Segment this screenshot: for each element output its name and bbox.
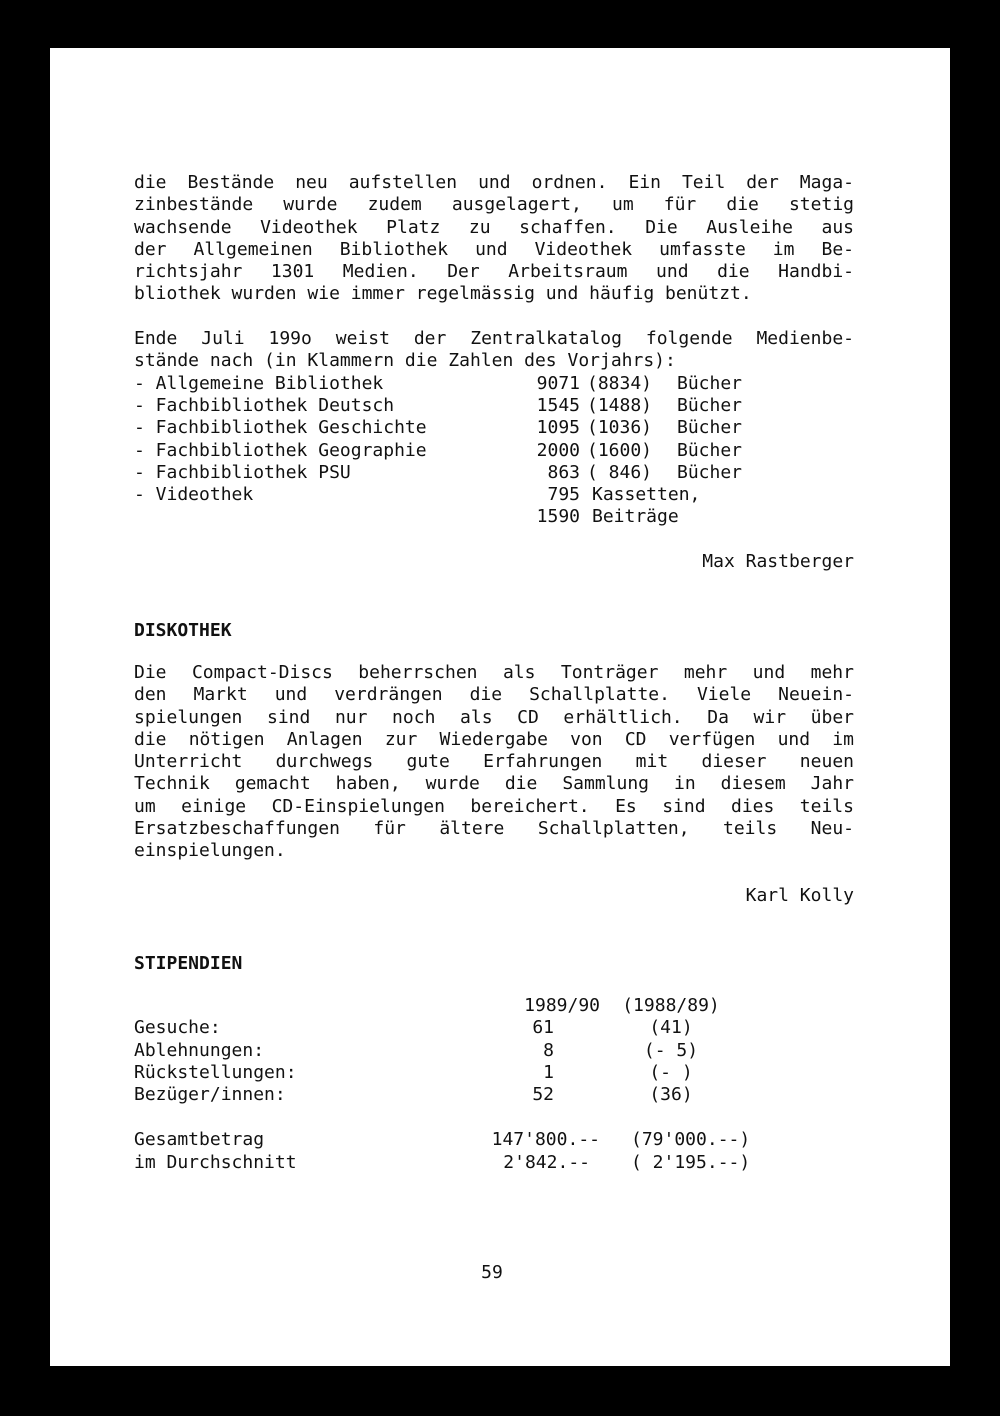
row-label: Rückstellungen: [134,1062,297,1083]
item-unit: Bücher [677,373,743,394]
item-count: 9071 [536,373,580,394]
row-label: Bezüger/innen: [134,1084,286,1105]
item-count: 1095 [536,417,580,438]
item-name: - Videothek [134,484,254,505]
text-line: stände nach (in Klammern die Zahlen des Vorjahrs): [134,350,676,372]
item-count: 795 [547,484,580,505]
item-prev: (1600) [587,440,653,461]
text-line: die Bestände neu aufstellen und ordnen. Ein Teil der Maga- [134,172,854,193]
row-current: 147'800.-- [491,1129,600,1150]
author-signature: Karl Kolly [745,885,854,906]
column-header-prev: (1988/89) [622,995,720,1016]
column-header-current: 1989/90 [524,995,600,1016]
item-unit: Bücher [677,440,743,461]
text-line: der Allgemeinen Bibliothek und Videothek umfasste im Be- [134,238,854,260]
text-line: Technik gemacht haben, wurde die Sammlung in diesem Jahr [134,773,854,795]
text-line: Unterricht durchwegs gute Erfahrungen mit dieser neuen [134,751,854,773]
text-line: einspielungen. [134,840,286,862]
item-name: - Fachbibliothek PSU [134,462,351,483]
item-count: 1545 [536,395,580,416]
text-line: die nötigen Anlagen zur Wiedergabe von CD verfügen und im [134,728,854,750]
text-line: wachsende Videothek Platz zu schaffen. Die Ausleihe aus [134,216,854,238]
item-count: 863 [547,462,580,483]
item-unit: Bücher [677,417,743,438]
item-unit: Bücher [677,462,743,483]
bibliothek-paragraph [134,172,854,306]
item-count: 2000 [536,440,580,461]
text-line: bliothek wurden wie immer regelmässig und häufig benützt. [134,283,752,305]
row-prev: (- ) [649,1062,693,1083]
row-current: 52 [532,1084,554,1105]
row-current: 61 [532,1017,554,1038]
row-prev: ( 2'195.--) [631,1152,751,1173]
row-label: Gesuche: [134,1017,221,1038]
item-name: - Allgemeine Bibliothek [134,373,384,394]
section-heading-stipendien: STIPENDIEN [134,953,243,974]
text-line: um einige CD-Einspielungen bereichert. Es sind dies teils [134,795,854,817]
item-unit: Beiträge [592,506,679,527]
text-line: den Markt und verdrängen die Schallplatte. Viele Neuein- [134,684,854,706]
row-prev: (36) [649,1084,693,1105]
row-prev: (41) [649,1017,693,1038]
text-line: Ende Juli 199o weist der Zentralkatalog folgende Medienbe- [134,328,854,349]
row-current: 1 [543,1062,554,1083]
text-line: spielungen sind nur noch als CD erhältlich. Da wir über [134,706,854,728]
item-count: 1590 [536,506,580,527]
row-current: 8 [543,1040,554,1061]
diskothek-paragraph [134,662,854,863]
text-line: Ersatzbeschaffungen für ältere Schallplatten, teils Neu- [134,818,854,840]
item-unit: Kassetten, [592,484,701,505]
text-line: zinbestände wurde zudem ausgelagert, um für die stetig [134,194,854,216]
page-number: 59 [481,1262,503,1283]
item-name: - Fachbibliothek Deutsch [134,395,395,416]
item-prev: ( 846) [587,462,653,483]
row-label: Ablehnungen: [134,1040,265,1061]
author-signature: Max Rastberger [702,551,854,572]
item-unit: Bücher [677,395,743,416]
document-page [50,48,950,1366]
item-name: - Fachbibliothek Geschichte [134,417,427,438]
row-prev: (79'000.--) [631,1129,751,1150]
row-prev: (- 5) [643,1040,699,1061]
item-name: - Fachbibliothek Geographie [134,440,427,461]
item-prev: (1036) [587,417,653,438]
row-current: 2'842.-- [503,1152,590,1173]
item-prev: (8834) [587,373,653,394]
text-line: richtsjahr 1301 Medien. Der Arbeitsraum und die Handbi- [134,261,854,283]
row-label: im Durchschnitt [134,1152,297,1173]
section-heading-diskothek: DISKOTHEK [134,620,232,641]
text-line: Die Compact-Discs beherrschen als Tonträger mehr und mehr [134,662,854,683]
item-prev: (1488) [587,395,653,416]
row-label: Gesamtbetrag [134,1129,265,1150]
katalog-intro [134,328,854,373]
